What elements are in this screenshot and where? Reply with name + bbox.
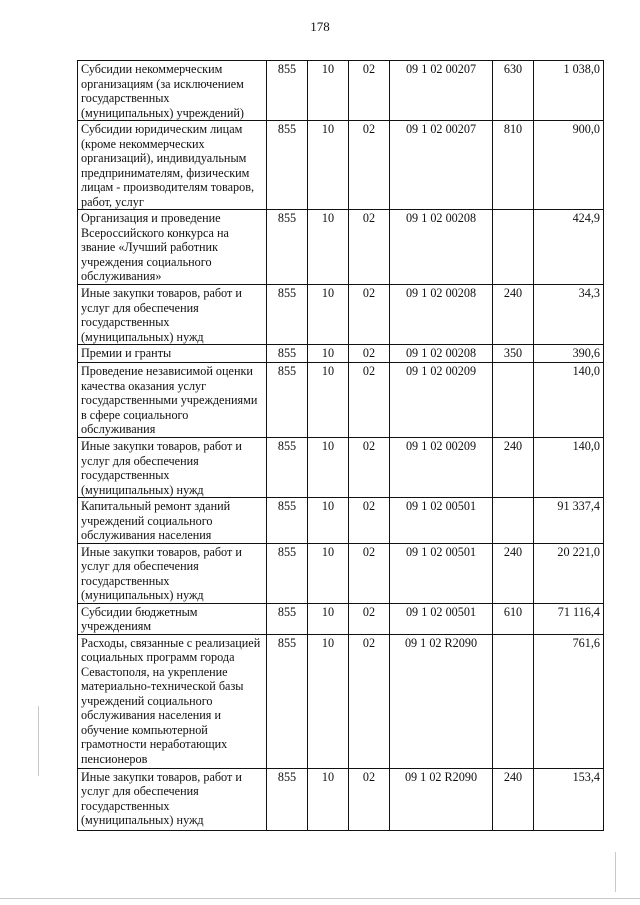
table-row <box>78 498 604 544</box>
page-number: 178 <box>310 19 330 34</box>
section-code: 10 <box>308 285 349 345</box>
table-row <box>78 121 604 210</box>
subsection-code: 02 <box>349 543 390 603</box>
amount: 153,4 <box>534 768 604 830</box>
target-article-code: 09 1 02 00501 <box>390 498 493 544</box>
subsection-code: 02 <box>349 363 390 438</box>
ministry-code: 855 <box>267 634 308 768</box>
target-article-code: 09 1 02 00209 <box>390 438 493 498</box>
ministry-code: 855 <box>267 498 308 544</box>
expense-type-code: 810 <box>493 121 534 210</box>
ministry-code: 855 <box>267 768 308 830</box>
ministry-code: 855 <box>267 285 308 345</box>
target-article-code: 09 1 02 00207 <box>390 61 493 121</box>
amount: 390,6 <box>534 345 604 363</box>
expense-type-code: 240 <box>493 438 534 498</box>
target-article-code: 09 1 02 00208 <box>390 210 493 285</box>
ministry-code: 855 <box>267 121 308 210</box>
amount: 140,0 <box>534 363 604 438</box>
expense-type-code <box>493 634 534 768</box>
row-name: Организация и проведение Всероссийского конкурса на звание «Лучший работник учреждения социального обслуживания» <box>78 210 267 285</box>
scan-artifact <box>615 852 616 892</box>
section-code: 10 <box>308 121 349 210</box>
row-name: Капитальный ремонт зданий учреждений социального обслуживания населения <box>78 498 267 544</box>
table-row <box>78 603 604 634</box>
subsection-code: 02 <box>349 345 390 363</box>
row-name: Иные закупки товаров, работ и услуг для обеспечения государственных (муниципальных) нужд <box>78 285 267 345</box>
ministry-code: 855 <box>267 61 308 121</box>
expense-type-code: 630 <box>493 61 534 121</box>
table-row <box>78 543 604 603</box>
target-article-code: 09 1 02 00208 <box>390 285 493 345</box>
section-code: 10 <box>308 363 349 438</box>
amount: 424,9 <box>534 210 604 285</box>
row-name: Проведение независимой оценки качества оказания услуг государственными учреждениями в сфере социального обслуживания <box>78 363 267 438</box>
amount: 34,3 <box>534 285 604 345</box>
section-code: 10 <box>308 345 349 363</box>
section-code: 10 <box>308 543 349 603</box>
target-article-code: 09 1 02 R2090 <box>390 634 493 768</box>
section-code: 10 <box>308 498 349 544</box>
amount: 140,0 <box>534 438 604 498</box>
table-row <box>78 285 604 345</box>
expense-type-code <box>493 363 534 438</box>
scan-artifact <box>0 898 640 899</box>
section-code: 10 <box>308 61 349 121</box>
table-row <box>78 634 604 768</box>
target-article-code: 09 1 02 00207 <box>390 121 493 210</box>
expense-type-code <box>493 210 534 285</box>
budget-table <box>77 60 604 831</box>
amount: 1 038,0 <box>534 61 604 121</box>
section-code: 10 <box>308 768 349 830</box>
amount: 71 116,4 <box>534 603 604 634</box>
amount: 900,0 <box>534 121 604 210</box>
table-row <box>78 345 604 363</box>
target-article-code: 09 1 02 00501 <box>390 603 493 634</box>
table-row <box>78 768 604 830</box>
expense-type-code <box>493 498 534 544</box>
expense-type-code: 240 <box>493 543 534 603</box>
expense-type-code: 610 <box>493 603 534 634</box>
table-row <box>78 438 604 498</box>
row-name: Субсидии юридическим лицам (кроме некоммерческих организаций), индивидуальным предпринимателям, физическим лицам - производителям товаров, работ, услуг <box>78 121 267 210</box>
row-name: Расходы, связанные с реализацией социальных программ города Севастополя, на укрепление материально-технической базы учреждений социального обслуживания населения и обучение компьютерной грамотности неработающих пенсионеров <box>78 634 267 768</box>
subsection-code: 02 <box>349 61 390 121</box>
target-article-code: 09 1 02 00209 <box>390 363 493 438</box>
table-row <box>78 61 604 121</box>
subsection-code: 02 <box>349 634 390 768</box>
section-code: 10 <box>308 438 349 498</box>
row-name: Иные закупки товаров, работ и услуг для обеспечения государственных (муниципальных) нужд <box>78 543 267 603</box>
row-name: Иные закупки товаров, работ и услуг для обеспечения государственных (муниципальных) нужд <box>78 438 267 498</box>
ministry-code: 855 <box>267 345 308 363</box>
section-code: 10 <box>308 603 349 634</box>
row-name: Субсидии бюджетным учреждениям <box>78 603 267 634</box>
target-article-code: 09 1 02 00501 <box>390 543 493 603</box>
target-article-code: 09 1 02 R2090 <box>390 768 493 830</box>
amount: 91 337,4 <box>534 498 604 544</box>
row-name: Иные закупки товаров, работ и услуг для обеспечения государственных (муниципальных) нужд <box>78 768 267 830</box>
ministry-code: 855 <box>267 363 308 438</box>
ministry-code: 855 <box>267 603 308 634</box>
subsection-code: 02 <box>349 603 390 634</box>
target-article-code: 09 1 02 00208 <box>390 345 493 363</box>
row-name: Премии и гранты <box>78 345 267 363</box>
expense-type-code: 240 <box>493 768 534 830</box>
section-code: 10 <box>308 210 349 285</box>
expense-type-code: 350 <box>493 345 534 363</box>
subsection-code: 02 <box>349 210 390 285</box>
table-row <box>78 363 604 438</box>
amount: 20 221,0 <box>534 543 604 603</box>
amount: 761,6 <box>534 634 604 768</box>
ministry-code: 855 <box>267 543 308 603</box>
subsection-code: 02 <box>349 498 390 544</box>
scan-artifact <box>38 706 39 776</box>
expense-type-code: 240 <box>493 285 534 345</box>
subsection-code: 02 <box>349 285 390 345</box>
ministry-code: 855 <box>267 438 308 498</box>
subsection-code: 02 <box>349 438 390 498</box>
table-row <box>78 210 604 285</box>
section-code: 10 <box>308 634 349 768</box>
ministry-code: 855 <box>267 210 308 285</box>
subsection-code: 02 <box>349 121 390 210</box>
row-name: Субсидии некоммерческим организациям (за исключением государственных (муниципальных) учреждений) <box>78 61 267 121</box>
subsection-code: 02 <box>349 768 390 830</box>
